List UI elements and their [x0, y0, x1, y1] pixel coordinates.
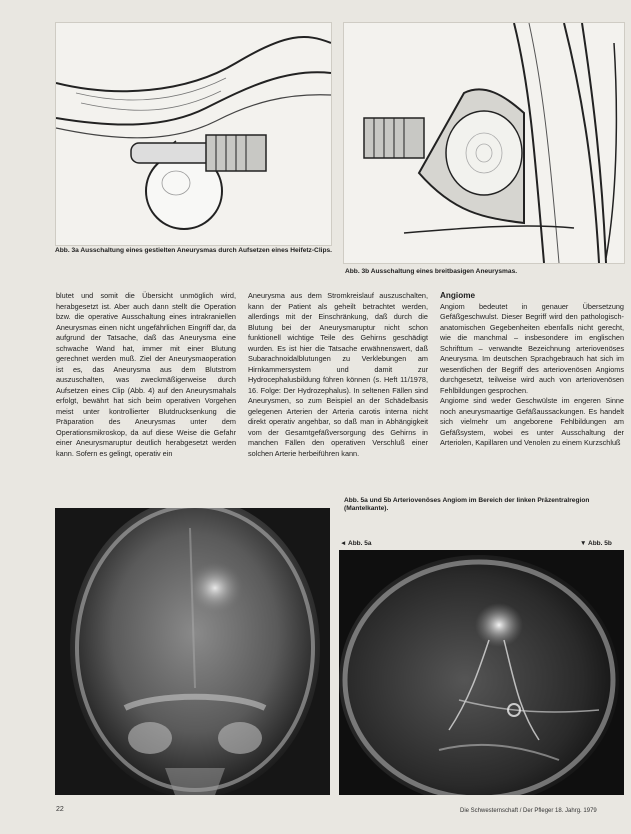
journal-footer: Die Schwesternschaft / Der Pfleger 18. Jahrg. 1979: [460, 808, 597, 814]
aneurysm-clip-illustration: [56, 23, 331, 245]
figure-5-caption: Abb. 5a und 5b Arteriovenöses Angiom im Bereich der linken Präzentralregion (Mantelkante).: [344, 497, 590, 512]
broad-aneurysm-clip-illustration: [344, 23, 624, 263]
paragraph: Aneurysma aus dem Stromkreislauf auszuschalten, kann der Patient als geheilt betrachtet werden, allerdings mit der Einschränkung, daß durch die Blutung bei der Aneurysmaruptur nicht schon funktionell wichtige Teile des Gehirns geschädigt wurden. Es ist hier die Tatsache erwähnenswert, daß Subarachnoidalblutungen zu Verklebungen am Hirnkammersystem und damit zur Hydrocephalusbildung führen können (s. Heft 11/1978, 16. Folge: Der Hydrozephalus). In seltenen Fällen sind Aneurysmen, so zum Beispiel an der Schädelbasis gelegenen Arterien der Arteria carotis interna nicht direkt operativ angehbar, so daß man in Abhängigkeit vom der Gesamtgefäßversorgung des Gehirns in manchen Fällen den operativen Verschluß einer solchen Arterie herbeiführen kann.: [248, 291, 428, 458]
figure-3a: [55, 22, 332, 246]
xray-image-5b: [339, 550, 624, 795]
text-column-3: [440, 291, 624, 449]
figure-5a-marker: ◄ Abb. 5a: [340, 540, 372, 547]
figure-3b-caption: Abb. 3b Ausschaltung eines breitbasigen Aneurysmas.: [345, 268, 518, 275]
section-heading: Angiome: [440, 291, 476, 300]
paragraph: Angiome sind weder Geschwülste im engeren Sinne noch aneurysmaartige Gefäßaussackungen. Es handelt sich vielmehr um angeborene Fehlbildungen am Gefäßsystem, wobei es unter Ausschaltung der Arteriolen, Kapillaren und Venolen zu einem Kurzschluß: [440, 396, 624, 447]
text-column-1: [56, 291, 236, 459]
figure-5b-marker: ▼ Abb. 5b: [580, 540, 612, 547]
page-number: 22: [56, 806, 64, 813]
text-column-2: [248, 291, 428, 459]
paragraph: Angiom bedeutet in genauer Übersetzung Gefäßgeschwulst. Dieser Begriff wird den pathologisch-anatomischen Gegebenheiten ebenfalls nicht gerecht, wie die manchmal – insbesondere im englischen Schrifttum – verwandte Bezeichnung arteriovenöses Aneurysma. Im deutschen Sprachgebrauch hat sich im wesentlichen der Begriff des arteriovenösen Angioms durchgesetzt, teilweise wird auch von arteriovenösen Fehlbildungen gesprochen.: [440, 301, 624, 395]
paragraph: blutet und somit die Übersicht unmöglich wird, herabgesetzt ist. Aber auch dann stellt die Operation bzw. die operative Ausschaltung eines intrakraniellen Aneurysmas einen nicht ungefährlichen Eingriff dar, da aufgrund der Tatsache, daß das Aneurysma eine schwache Wand hat, immer mit einer Blutung gerechnet werden muß. Ziel der Aneurysmaoperation ist es, das Aneurysma aus dem Blutstrom auszuschalten, was zweckmäßigerweise durch Aufsetzen eines Clip (Abb. 4) auf den Aneurysmahals erfolgt, bewährt hat sich beim operativen Vorgehen meist unter kontrollierter Blutdrucksenkung die Präparation des Aneurysmas unter dem Operationsmikroskop, da auf diese Weise die Gefahr einer Aneurysmaruptur deutlich herabgesetzt werden kann. Sofern es gelingt, operativ ein: [56, 291, 236, 458]
figure-3a-caption: Abb. 3a Ausschaltung eines gestielten Aneurysmas durch Aufsetzen eines Heifetz-Clips.: [55, 247, 333, 254]
figure-3b: [343, 22, 625, 264]
xray-image-5a: [55, 508, 330, 795]
